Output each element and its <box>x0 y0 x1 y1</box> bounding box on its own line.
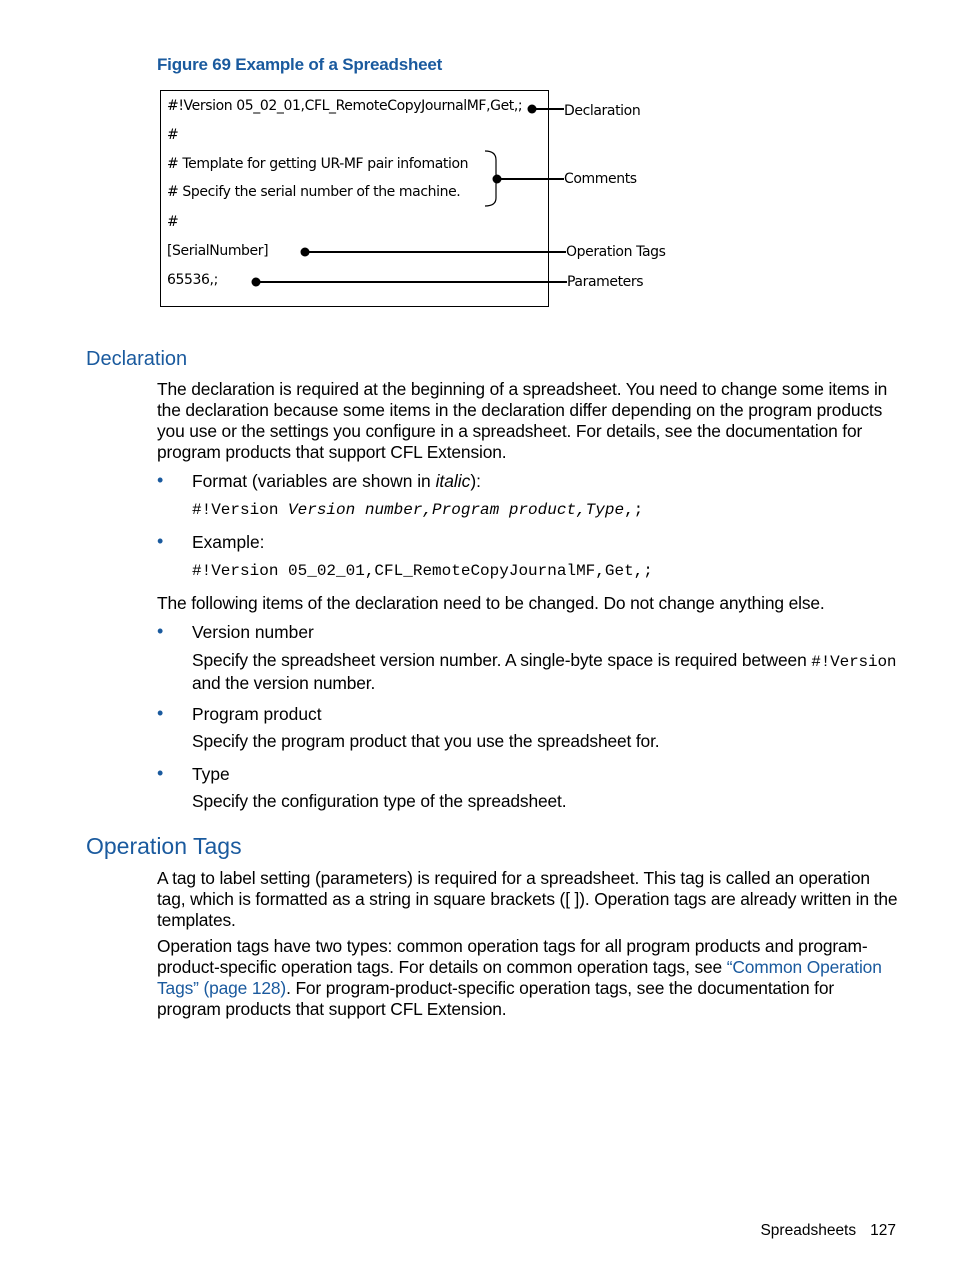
figure-line-parameters: 65536,; <box>167 272 218 288</box>
operation-tags-para-2: Operation tags have two types: common operation tags for all program products and program-product-specific operation tags. For details on common operation tags, see “Common Operation Tags” (page 128). For program-product-specific operation tags, see the documentation for program products that support CFL Extension. <box>157 936 882 1019</box>
item-title: Version number <box>192 622 314 642</box>
figure-line-comment: # <box>167 214 179 230</box>
figure-line-declaration: #!Version 05_02_01,CFL_RemoteCopyJournalMF,Get,; <box>167 98 523 114</box>
item-description: Specify the spreadsheet version number. A single-byte space is required between #!Version and the version number. <box>192 650 897 693</box>
format-code: #!Version Version number,Program product,Type,; <box>192 501 644 519</box>
figure-label-declaration: Declaration <box>564 103 641 119</box>
figure-line-comment: # Template for getting UR-MF pair infomation <box>167 156 469 172</box>
figure-line-comment: # Specify the serial number of the machine. <box>167 184 461 200</box>
section-heading-operation-tags: Operation Tags <box>86 833 242 859</box>
page-number: 127 <box>870 1222 896 1239</box>
item-description: Specify the program product that you use the spreadsheet for. <box>192 731 660 751</box>
item-description: Specify the configuration type of the spreadsheet. <box>192 791 567 811</box>
bullet-dot: • <box>157 531 164 551</box>
format-label: Format (variables are shown in italic): <box>192 471 481 491</box>
figure-label-operation-tags: Operation Tags <box>566 244 666 260</box>
figure-line-operation-tag: [SerialNumber] <box>167 243 269 259</box>
figure-line-comment: # <box>167 127 179 143</box>
section-heading-declaration: Declaration <box>86 348 188 370</box>
operation-tags-para-1: A tag to label setting (parameters) is required for a spreadsheet. This tag is called an operation tag, which is formatted as a string in square brackets ([ ]). Operation tags are already written in the templates. <box>157 868 898 930</box>
bullet-dot: • <box>157 621 164 641</box>
figure-label-parameters: Parameters <box>567 274 644 290</box>
figure-caption: Figure 69 Example of a Spreadsheet <box>157 55 443 74</box>
change-intro: The following items of the declaration need to be changed. Do not change anything else. <box>157 593 825 613</box>
item-title: Program product <box>192 704 322 724</box>
bullet-dot: • <box>157 763 164 783</box>
item-title: Type <box>192 764 230 784</box>
declaration-intro: The declaration is required at the beginning of a spreadsheet. You need to change some items in the declaration because some items in the declaration differ depending on the program products you use or the settings you configure in a spreadsheet. For details, see the documentation for program products that support CFL Extension. <box>157 379 888 462</box>
page-footer <box>760 1222 896 1240</box>
common-operation-tags-link[interactable]: “Common Operation Tags” (page 128) <box>157 957 882 998</box>
spreadsheet-figure <box>160 90 680 312</box>
bullet-dot: • <box>157 703 164 723</box>
example-label: Example: <box>192 532 265 552</box>
footer-section: Spreadsheets <box>760 1222 857 1239</box>
example-code: #!Version 05_02_01,CFL_RemoteCopyJournalMF,Get,; <box>192 562 653 580</box>
bullet-dot: • <box>157 470 164 490</box>
figure-label-comments: Comments <box>564 171 637 187</box>
